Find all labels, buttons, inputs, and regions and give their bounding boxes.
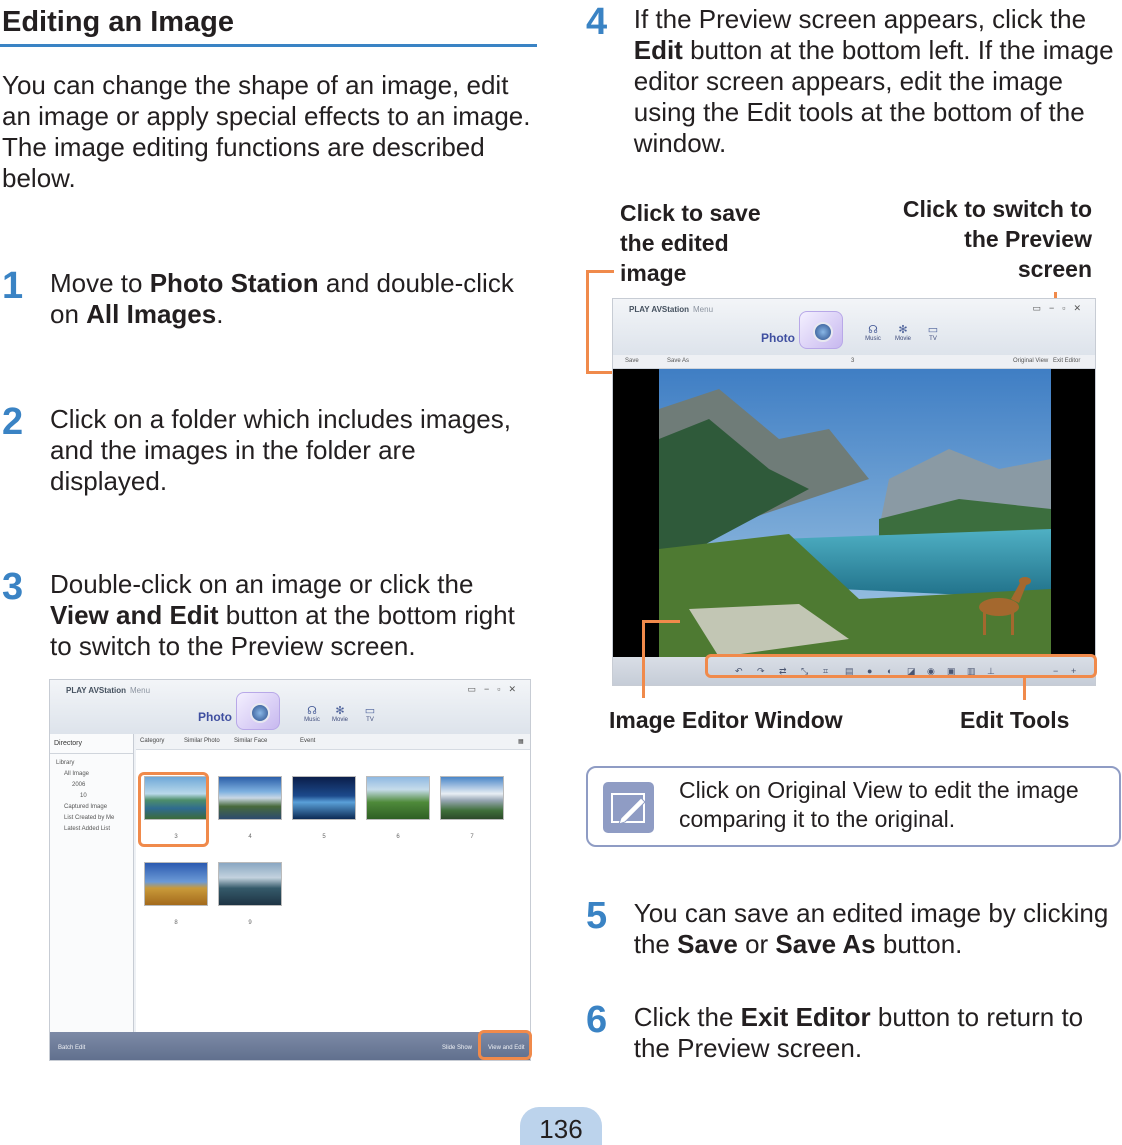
menu-label: Menu bbox=[693, 305, 714, 314]
tv-icon: ▭ bbox=[364, 705, 376, 717]
brightness-icon[interactable]: ● bbox=[867, 666, 873, 676]
photo-station-screenshot bbox=[49, 679, 531, 1061]
thumbnail[interactable] bbox=[144, 862, 208, 906]
note-text: Click on Original View to edit the image comparing it to the original. bbox=[679, 777, 1079, 832]
zoom-in-icon[interactable]: + bbox=[1071, 666, 1077, 676]
menu-label: Menu bbox=[130, 686, 151, 695]
step-number: 2 bbox=[2, 401, 24, 443]
tree-item[interactable]: Latest Added List bbox=[64, 826, 111, 832]
page-number: 136 bbox=[520, 1107, 602, 1145]
zoom-out-icon[interactable]: − bbox=[1053, 666, 1059, 676]
editor-top-bar bbox=[613, 355, 1095, 369]
callout-edit-tools: Edit Tools bbox=[960, 707, 1070, 733]
tab-tv[interactable]: ▭ TV bbox=[360, 704, 380, 723]
original-view-button[interactable]: Original View bbox=[1013, 358, 1049, 364]
window-header bbox=[613, 299, 1095, 355]
step-5 bbox=[586, 895, 1116, 960]
step-3 bbox=[2, 566, 532, 662]
landscape-photo bbox=[659, 369, 1051, 657]
directory-header: Directory bbox=[50, 734, 133, 754]
thumbnail[interactable] bbox=[366, 776, 430, 820]
grid-view-icon[interactable]: ▦ bbox=[518, 739, 524, 745]
step-text: Click on a folder which includes images, and the images in the folder are displayed. bbox=[50, 404, 511, 496]
callout-line bbox=[586, 270, 589, 374]
step-text: Move to Photo Station and double-click on All Images. bbox=[50, 268, 514, 329]
app-name: PLAY AVStation bbox=[629, 305, 690, 314]
tree-item[interactable]: 2006 bbox=[72, 782, 86, 788]
resize-icon[interactable]: ⤡ bbox=[801, 666, 809, 676]
callout-switch: Click to switch to the Preview screen bbox=[902, 196, 1092, 282]
step-number: 1 bbox=[2, 265, 24, 307]
thumbnail-highlight bbox=[138, 772, 209, 847]
step-4 bbox=[586, 1, 1116, 159]
photo-tab-label[interactable]: Photo bbox=[761, 331, 795, 345]
callout-editor-window: Image Editor Window bbox=[609, 707, 843, 733]
headphones-icon: ☊ bbox=[868, 324, 878, 336]
film-reel-icon: ✻ bbox=[898, 324, 908, 336]
category-toolbar bbox=[136, 734, 530, 750]
callout-line bbox=[642, 620, 645, 698]
tree-item[interactable]: Library bbox=[56, 760, 75, 766]
frame-icon[interactable]: ▥ bbox=[967, 666, 976, 676]
tab-movie[interactable]: ✻ Movie bbox=[331, 705, 348, 723]
folder-tree bbox=[50, 754, 133, 839]
step-6 bbox=[586, 999, 1116, 1064]
text-icon[interactable]: ▣ bbox=[947, 666, 956, 676]
image-editor-screenshot bbox=[612, 298, 1096, 686]
intro-paragraph: You can change the shape of an image, edit an image or apply special effects to an image. The image editing functions are described below. bbox=[2, 70, 531, 193]
adjust-icon[interactable]: ▤ bbox=[845, 666, 854, 676]
thumbnail-number: 3 bbox=[174, 834, 178, 840]
note-pencil-icon bbox=[603, 782, 654, 833]
note-box bbox=[586, 766, 1121, 847]
contrast-icon[interactable]: ◐ bbox=[887, 666, 893, 676]
tab-music[interactable]: ☊ Music bbox=[302, 704, 322, 723]
view-edit-highlight bbox=[478, 1030, 532, 1060]
image-canvas bbox=[613, 369, 1095, 657]
thumbnail-number: 4 bbox=[248, 834, 252, 840]
view-and-edit-button[interactable]: View and Edit bbox=[488, 1045, 525, 1051]
slide-show-button[interactable]: Slide Show bbox=[442, 1045, 473, 1051]
title-underline bbox=[0, 44, 537, 47]
callout-line bbox=[642, 620, 680, 623]
thumbnail[interactable] bbox=[218, 862, 282, 906]
callout-line bbox=[1023, 676, 1026, 700]
step-text: Double-click on an image or click the View and Edit button at the bottom right to switch to the Preview screen. bbox=[50, 569, 515, 661]
window-header bbox=[50, 680, 530, 734]
tree-item[interactable]: Captured Image bbox=[64, 804, 108, 810]
step-text: Click the Exit Editor button to return to the Preview screen. bbox=[633, 1002, 1084, 1063]
event-button[interactable]: Event bbox=[300, 738, 316, 744]
save-button[interactable]: Save bbox=[625, 358, 639, 364]
thumbnail-number: 8 bbox=[174, 920, 178, 926]
tab-tv[interactable]: ▭ TV bbox=[923, 323, 943, 342]
batch-edit-button[interactable]: Batch Edit bbox=[58, 1045, 86, 1051]
directory-panel bbox=[50, 734, 134, 1032]
window-controls[interactable]: ▭−▫✕ bbox=[1032, 303, 1089, 313]
edit-tools-highlight bbox=[705, 654, 1097, 678]
camera-icon bbox=[799, 311, 843, 349]
bottom-toolbar bbox=[50, 1032, 530, 1061]
image-number: 3 bbox=[851, 358, 855, 364]
flip-icon[interactable]: ⇄ bbox=[779, 666, 787, 676]
tree-item[interactable]: All Image bbox=[64, 771, 90, 777]
thumbnail-number: 6 bbox=[396, 834, 400, 840]
step-number: 6 bbox=[586, 999, 608, 1041]
tv-icon: ▭ bbox=[927, 324, 939, 336]
thumbnail-number: 9 bbox=[248, 920, 252, 926]
similar-photo-button[interactable]: Similar Photo bbox=[184, 738, 220, 744]
color-icon[interactable]: ◪ bbox=[907, 666, 916, 676]
callout-line bbox=[586, 270, 614, 273]
tab-movie[interactable]: ✻ Movie bbox=[894, 324, 911, 342]
photo-tab-label[interactable]: Photo bbox=[198, 710, 232, 724]
tab-music[interactable]: ☊ Music bbox=[863, 323, 883, 342]
window-controls[interactable]: ▭−▫✕ bbox=[467, 684, 524, 694]
red-eye-icon[interactable]: ◉ bbox=[927, 666, 935, 676]
camera-icon bbox=[236, 692, 280, 730]
step-text: You can save an edited image by clicking the Save or Save As button. bbox=[633, 898, 1109, 959]
thumbnail[interactable] bbox=[218, 776, 282, 820]
film-reel-icon: ✻ bbox=[335, 705, 345, 717]
rotate-left-icon[interactable]: ↶ bbox=[735, 666, 743, 676]
step-text: If the Preview screen appears, click the Edit button at the bottom left. If the image editor screen appears, edit the image using the Edit tools at the bottom of the window. bbox=[633, 4, 1114, 158]
crop-icon[interactable]: ⌗ bbox=[823, 666, 829, 676]
callout-save: Click to save the edited image bbox=[620, 200, 761, 286]
step-number: 4 bbox=[586, 1, 608, 43]
exit-editor-button[interactable]: Exit Editor bbox=[1053, 358, 1081, 364]
category-dropdown[interactable]: Category bbox=[140, 738, 165, 744]
thumbnail[interactable] bbox=[440, 776, 504, 820]
step-2 bbox=[2, 401, 532, 497]
step-number: 5 bbox=[586, 895, 608, 937]
section-title: Editing an Image bbox=[2, 6, 235, 38]
thumbnail-number: 7 bbox=[470, 834, 474, 840]
step-number: 3 bbox=[2, 566, 24, 608]
rotate-right-icon[interactable]: ↷ bbox=[757, 666, 765, 676]
headphones-icon: ☊ bbox=[307, 705, 317, 717]
app-name: PLAY AVStation bbox=[66, 686, 127, 695]
thumbnail-number: 5 bbox=[322, 834, 326, 840]
similar-face-button[interactable]: Similar Face bbox=[234, 738, 268, 744]
save-as-button[interactable]: Save As bbox=[667, 358, 690, 364]
stamp-icon[interactable]: ⊥ bbox=[987, 666, 995, 676]
thumbnail[interactable] bbox=[292, 776, 356, 820]
tree-item[interactable]: List Created by Me bbox=[64, 815, 115, 821]
step-1 bbox=[2, 265, 532, 330]
tree-item[interactable]: 10 bbox=[80, 793, 87, 799]
